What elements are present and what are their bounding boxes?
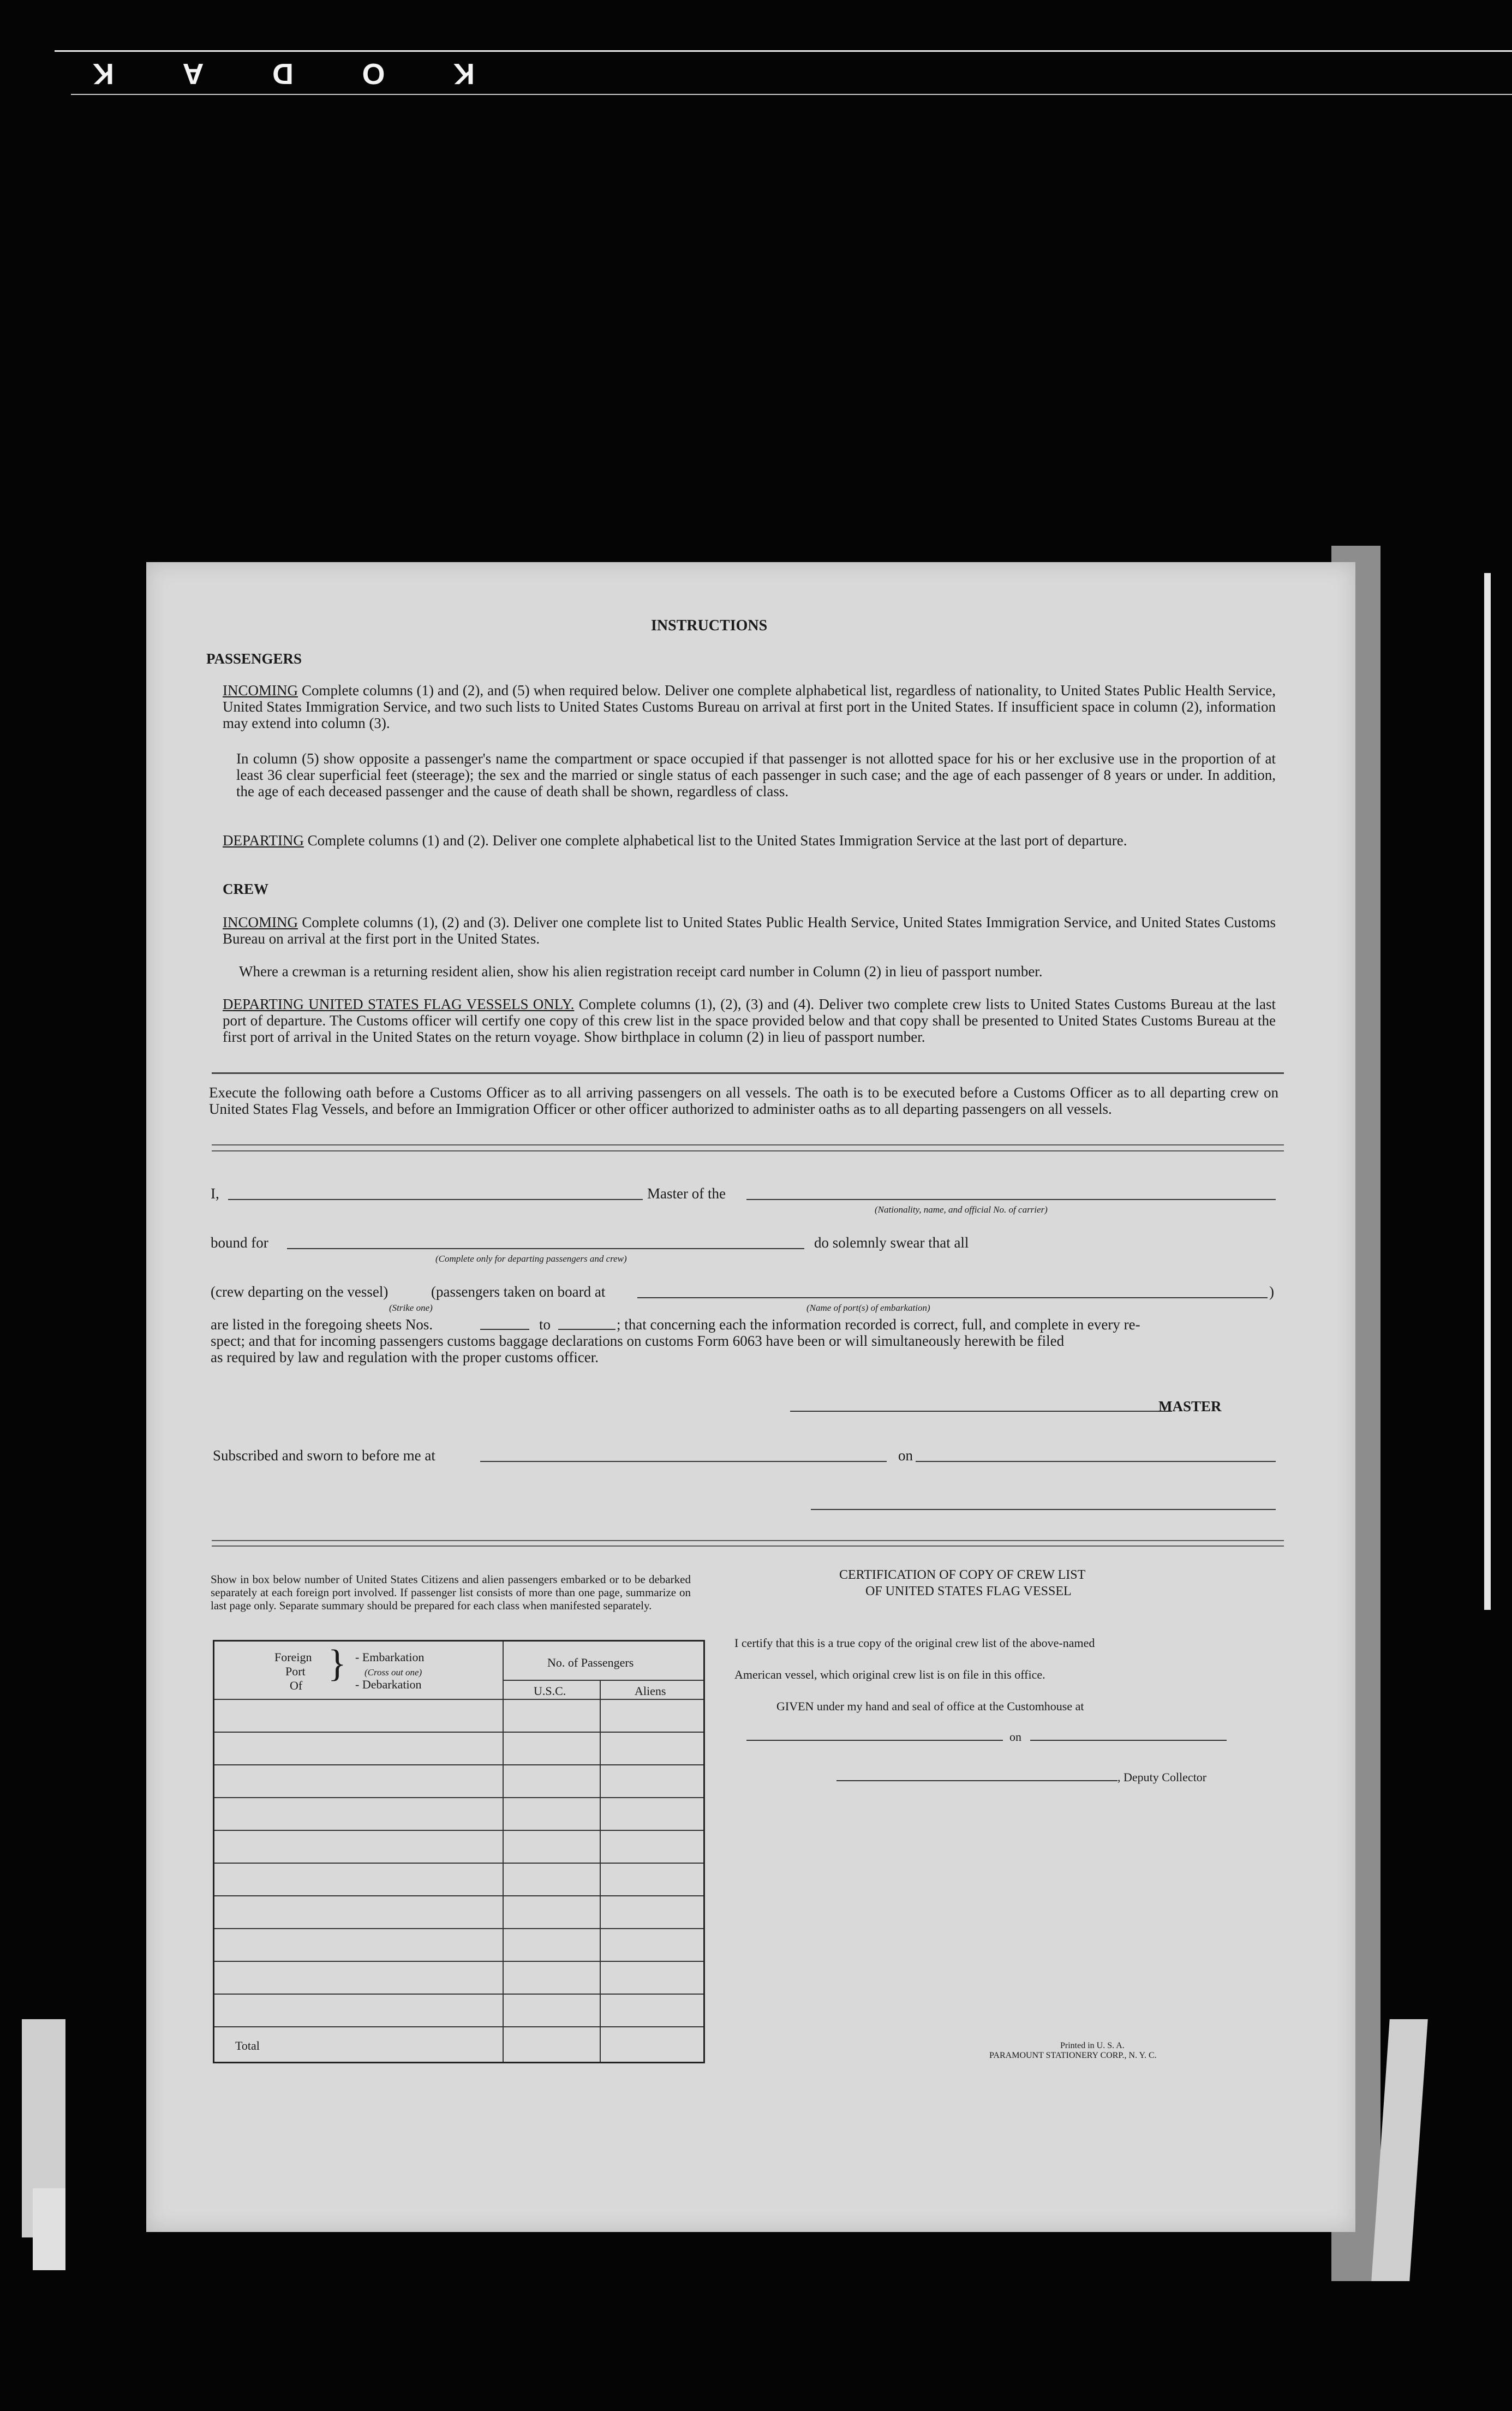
box-brace: } (328, 1643, 346, 1685)
crew-incoming-instruction (223, 914, 1276, 947)
sworn-on-label: on (898, 1447, 913, 1464)
printed-note: Printed in U. S. A. (1060, 2041, 1125, 2050)
stationery-note: PARAMOUNT STATIONERY CORP., N. Y. C. (989, 2051, 1157, 2060)
table-row (214, 1732, 703, 1733)
cert-text-1: I certify that this is a true copy of the original crew list of the above-named (734, 1636, 1095, 1650)
incoming-label: INCOMING (223, 682, 298, 699)
cert-title-2: OF UNITED STATES FLAG VESSEL (865, 1584, 1072, 1598)
carrier-caption: (Nationality, name, and official No. of carrier) (875, 1204, 1048, 1215)
table-row (214, 1699, 703, 1700)
departing-text: Complete columns (1) and (2). Deliver one complete alphabetical list to the United States Immigration Service at the last port of departure. (303, 832, 1127, 849)
instructions-title: INSTRUCTIONS (651, 617, 768, 634)
underlying-page (33, 2188, 65, 2270)
section-divider (212, 1144, 1284, 1145)
box-aliens: Aliens (635, 1684, 666, 1698)
table-row (214, 1797, 703, 1798)
passenger-summary-table (213, 1640, 705, 2063)
sheet-to-field[interactable] (558, 1329, 615, 1330)
box-total: Total (235, 2039, 260, 2052)
sworn-place-field[interactable] (480, 1461, 887, 1462)
oath-swear: do solemnly swear that all (814, 1234, 969, 1251)
form-page (146, 562, 1355, 2232)
section-divider (212, 1072, 1284, 1074)
section-divider (212, 1540, 1284, 1541)
usc-column (503, 1680, 601, 2062)
film-brand-letter: A (182, 57, 204, 90)
table-row (214, 1830, 703, 1831)
passengers-heading: PASSENGERS (206, 651, 302, 667)
incoming-passengers-instruction (223, 682, 1276, 731)
port-caption: (Name of port(s) of embarkation) (806, 1303, 930, 1313)
crew-incoming-label: INCOMING (223, 914, 298, 930)
box-port: Port (285, 1664, 306, 1678)
port-column (214, 1642, 504, 2062)
oath-listed-3: spect; and that for incoming passengers customs baggage declarations on customs Form 6063 have been or will simultaneously herewith be filed (211, 1333, 1065, 1349)
departing-passengers-instruction (223, 832, 1276, 849)
box-embarkation: - Embarkation (355, 1650, 425, 1664)
oath-listed-1: are listed in the foregoing sheets Nos. (211, 1316, 433, 1333)
master-signature-field[interactable] (790, 1411, 1172, 1412)
cert-title-1: CERTIFICATION OF COPY OF CREW LIST (839, 1568, 1086, 1582)
cert-on-label: on (1009, 1730, 1021, 1744)
section-divider (212, 1150, 1284, 1151)
officer-signature-field[interactable] (811, 1509, 1276, 1510)
sworn-date-field[interactable] (916, 1461, 1276, 1462)
incoming-text: Complete columns (1) and (2), and (5) when required below. Deliver one complete alphabetical list, regardless of nationality, to United States Public Health Service, United States Immigration Service, and two such lists to United States Customs Bureau on arrival at first port in the United States. If insufficient space in column (2), information may extend into column (3). (223, 682, 1276, 731)
table-row (214, 1764, 703, 1765)
film-edge (71, 94, 1512, 95)
crew-heading: CREW (223, 881, 269, 897)
oath-i: I, (211, 1185, 219, 1202)
box-no-passengers: No. of Passengers (547, 1656, 634, 1669)
deputy-signature-field[interactable] (836, 1780, 1117, 1781)
oath-bound-for: bound for (211, 1234, 268, 1251)
table-row (214, 1961, 703, 1962)
oath-passengers-taken: (passengers taken on board at (431, 1284, 606, 1300)
table-row (214, 2026, 703, 2027)
box-cross-out: (Cross out one) (364, 1667, 422, 1678)
port-embarkation-field[interactable] (637, 1297, 1268, 1298)
oath-close-paren: ) (1269, 1284, 1274, 1300)
film-brand-letter: K (93, 57, 115, 90)
sheet-from-field[interactable] (480, 1329, 529, 1330)
column5-instruction: In column (5) show opposite a passenger's name the compartment or space occupied if that passenger is not allotted space for his or her exclusive use in the proportion of at least 36 clear superficial feet (steerage); the sex and the married or single status of each passenger in such case; and the age of each passenger of 8 years or under. In addition, the age of each deceased passenger and the cause of death shall be shown, regardless of class. (236, 750, 1276, 799)
table-row (214, 1994, 703, 1995)
film-edge (55, 50, 1512, 52)
film-brand-mark (93, 57, 475, 91)
table-row (214, 1928, 703, 1929)
film-brand-letter: K (453, 57, 475, 90)
oath-crew-departing: (crew departing on the vessel) (211, 1284, 389, 1300)
oath-to: to (539, 1316, 551, 1333)
subscribed-text: Subscribed and sworn to before me at (213, 1447, 435, 1464)
strike-caption: (Strike one) (389, 1303, 433, 1313)
oath-listed-4: as required by law and regulation with the proper customs officer. (211, 1349, 599, 1365)
master-name-field[interactable] (228, 1199, 643, 1200)
crewman-instruction: Where a crewman is a returning resident alien, show his alien registration receipt card number in Column (2) in lieu of passport number. (239, 963, 1043, 980)
departing-us-flag-instruction (223, 996, 1276, 1045)
deputy-collector-label: , Deputy Collector (1117, 1770, 1207, 1784)
carrier-field[interactable] (746, 1199, 1276, 1200)
oath-master-of: Master of the (647, 1185, 726, 1202)
oath-listed-2: ; that concerning each the information recorded is correct, full, and complete in every re- (617, 1316, 1140, 1333)
table-row (214, 1863, 703, 1864)
underlying-page-edge (1484, 573, 1491, 1610)
master-label: MASTER (1158, 1398, 1222, 1415)
customhouse-field[interactable] (746, 1740, 1003, 1741)
oath-intro: Execute the following oath before a Customs Officer as to all arriving passengers on all vessels. The oath is to be executed before a Customs Officer as to all departing crew on United States Flag Vessels, and before an Immigration Officer or other officer authorized to administer oaths as to all departing passengers on all vessels. (209, 1084, 1278, 1117)
box-foreign: Foreign (274, 1650, 312, 1664)
cert-date-field[interactable] (1030, 1740, 1227, 1741)
box-of: Of (290, 1679, 303, 1692)
box-usc: U.S.C. (534, 1684, 566, 1698)
bound-caption: (Complete only for departing passengers and crew) (435, 1254, 627, 1264)
table-row (214, 1895, 703, 1896)
film-brand-letter: O (362, 57, 385, 90)
film-brand-letter: D (272, 57, 294, 90)
header-divider (503, 1680, 703, 1681)
departing-us-text: Complete columns (1), (2), (3) and (4). Deliver two complete crew lists to United States Customs Bureau at the last port of departure. The Customs officer will certify one copy of this crew list in the space provided below and that copy shall be presented to United States Customs Bureau at the first port of arrival in the United States on the return voyage. Show birthplace in column (2) in lieu of passport number. (223, 996, 1276, 1045)
bound-for-field[interactable] (287, 1248, 804, 1249)
cert-text-2: American vessel, which original crew list is on file in this office. (734, 1668, 1045, 1681)
summary-note: Show in box below number of United States Citizens and alien passengers embarked or to be debarked separately at each foreign port involved. If passenger list consists of more than one page, summarize on last page only. Separate summary should be prepared for each class when manifested separately. (211, 1573, 691, 1612)
section-divider (212, 1545, 1284, 1547)
crew-incoming-text: Complete columns (1), (2) and (3). Deliver one complete list to United States Public Health Service, United States Immigration Service, and United States Customs Bureau on arrival at the first port in the United States. (223, 914, 1276, 947)
departing-us-label: DEPARTING UNITED STATES FLAG VESSELS ONLY. (223, 996, 575, 1012)
cert-given: GIVEN under my hand and seal of office at the Customhouse at (776, 1699, 1084, 1713)
departing-label: DEPARTING (223, 832, 304, 849)
box-debarkation: - Debarkation (355, 1678, 422, 1691)
